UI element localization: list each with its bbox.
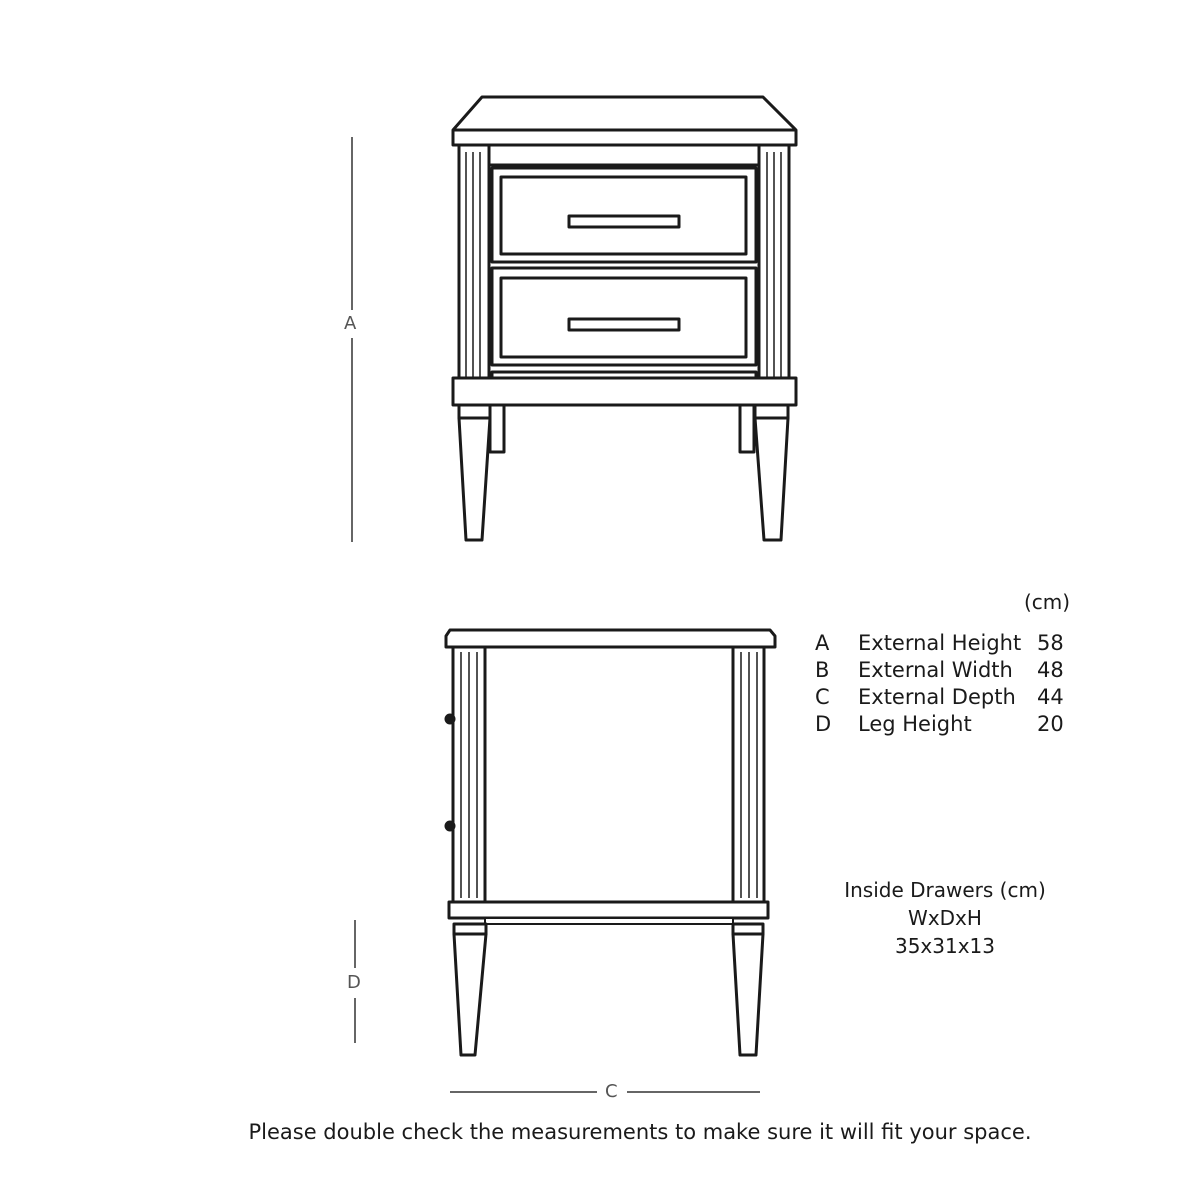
side-top-panel (446, 630, 775, 647)
drawer-1-handle (569, 216, 679, 227)
spec-letter: B (815, 658, 830, 682)
inside-drawers-format: WxDxH (908, 906, 982, 930)
spec-name: External Width (858, 658, 1013, 682)
spec-name: Leg Height (858, 712, 972, 736)
side-base-rail (449, 902, 768, 918)
spec-value: 20 (1037, 712, 1064, 736)
side-body (453, 647, 764, 902)
spec-value: 44 (1037, 685, 1064, 709)
front-leg-left (459, 418, 490, 540)
front-top-panel (453, 97, 796, 145)
front-back-leg-left (490, 405, 504, 452)
dimension-label-a: A (344, 313, 357, 334)
side-leg-front (454, 934, 486, 1055)
dimension-label-c: C (605, 1081, 618, 1102)
unit-label: (cm) (1024, 590, 1071, 614)
front-left-column (459, 145, 489, 395)
front-view (352, 97, 796, 542)
drawer-knob (446, 715, 454, 723)
front-base (453, 378, 796, 405)
front-leg-right (755, 418, 788, 540)
spec-name: External Depth (858, 685, 1016, 709)
footer-note: Please double check the measurements to make sure it will fit your space. (248, 1120, 1032, 1144)
spec-name: External Height (858, 631, 1022, 655)
inside-drawers-title: Inside Drawers (cm) (844, 878, 1046, 902)
inside-drawers-info (820, 876, 1070, 960)
drawer-knob (446, 822, 454, 830)
spec-letter: C (815, 685, 830, 709)
side-leg-back (733, 934, 763, 1055)
inside-drawers-size: 35x31x13 (894, 934, 996, 958)
front-leg-left (459, 405, 490, 418)
front-back-leg-right (740, 405, 754, 452)
dimension-label-d: D (347, 972, 361, 993)
spec-value: 48 (1037, 658, 1064, 682)
drawer-2-handle (569, 319, 679, 330)
front-leg-right (755, 405, 788, 418)
spec-value: 58 (1037, 631, 1064, 655)
side-view (355, 630, 775, 1092)
spec-letter: A (815, 631, 830, 655)
spec-letter: D (815, 712, 832, 736)
